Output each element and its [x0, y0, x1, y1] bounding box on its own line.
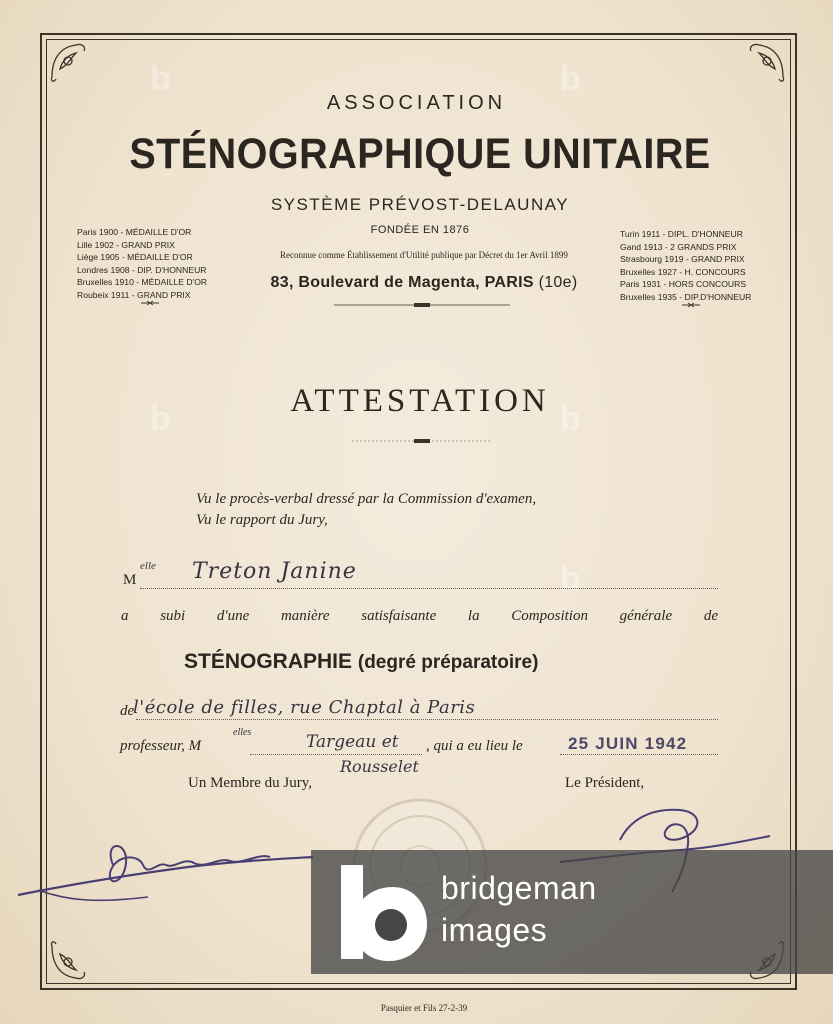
watermark-b-mark: b	[560, 400, 581, 438]
jury-signature-icon	[8, 835, 328, 915]
document-heading: ATTESTATION	[290, 383, 550, 419]
candidate-name: Treton Janine	[192, 559, 357, 584]
professor-dotted-line	[250, 754, 422, 755]
bridgeman-logo-icon	[341, 865, 427, 961]
award-item: Bruxelles 1927 - H. CONCOURS	[620, 266, 746, 277]
school-prefix: de	[120, 703, 135, 719]
president-label: Le Président,	[565, 775, 645, 791]
proces-verbal-line: Vu le procès-verbal dressé par la Commission d'examen,	[196, 491, 537, 507]
subject-name: STÉNOGRAPHIE	[184, 650, 353, 673]
arrondissement-label: (10e)	[538, 274, 578, 291]
award-item: Liège 1905 - MÉDAILLE D'OR	[77, 252, 193, 262]
watermark-brand: bridgeman	[441, 870, 597, 906]
ornament-dash-icon	[682, 302, 700, 308]
award-item: Paris 1900 - MÉDAILLE D'OR	[77, 227, 192, 237]
watermark-b-mark: b	[560, 560, 581, 598]
award-item: Paris 1931 - HORS CONCOURS	[620, 279, 747, 289]
awards-list-left	[77, 226, 207, 301]
system-subtitle: SYSTÈME PRÉVOST-DELAUNAY	[270, 195, 570, 214]
composition-statement: a subi d'une manière satisfaisante la Composition générale de	[121, 608, 718, 624]
professor-superscript: elles	[233, 727, 252, 738]
corner-ornament-icon	[46, 940, 94, 984]
watermark-brand-2: images	[441, 912, 548, 948]
recognition-note: Reconnue comme Établissement d'Utilité publique par Décret du 1er Avril 1899	[280, 250, 568, 260]
association-label: ASSOCIATION	[326, 92, 507, 114]
page-title: STÉNOGRAPHIQUE UNITAIRE	[129, 130, 711, 178]
title-superscript: elle	[140, 560, 156, 572]
date-dotted-line	[560, 754, 718, 755]
award-item: Turin 1911 - DIPL. D'HONNEUR	[620, 229, 743, 239]
bridgeman-watermark	[311, 850, 833, 974]
exam-date-stamp: 25 JUIN 1942	[568, 734, 688, 753]
school-name: l'école de filles, rue Chaptal à Paris	[133, 697, 476, 718]
address-text: 83, Boulevard de Magenta, PARIS	[270, 274, 534, 291]
awards-list-right	[620, 228, 751, 303]
jury-member-label: Un Membre du Jury,	[188, 775, 313, 791]
school-dotted-line	[136, 719, 718, 720]
award-item: Lille 1902 - GRAND PRIX	[77, 239, 175, 250]
printer-note: Pasquier et Fils 27-2-39	[380, 1003, 468, 1013]
award-item: Londres 1908 - DIP. D'HONNEUR	[77, 264, 207, 275]
title-prefix: M	[123, 572, 137, 588]
professor-name: Targeau et	[306, 732, 399, 752]
heading-divider	[352, 438, 492, 444]
professor-prefix: professeur, M	[120, 738, 202, 754]
watermark-b-mark: b	[150, 60, 171, 98]
award-item: Strasbourg 1919 - GRAND PRIX	[620, 254, 745, 264]
award-item: Roubeix 1911 - GRAND PRIX	[77, 289, 191, 300]
corner-ornament-icon	[46, 39, 94, 83]
watermark-b-mark: b	[560, 60, 581, 98]
award-item: Bruxelles 1910 - MÉDAILLE D'OR	[77, 277, 208, 287]
jury-report-line: Vu le rapport du Jury,	[196, 512, 328, 528]
ornament-dash-icon	[141, 300, 159, 306]
subject-line	[184, 650, 538, 674]
exam-date-prefix: , qui a eu lieu le	[426, 738, 523, 754]
award-item: Bruxelles 1935 - DIP.D'HONNEUR	[620, 291, 752, 302]
award-item: Gand 1913 - 2 GRANDS PRIX	[620, 241, 737, 252]
name-dotted-line	[140, 588, 718, 589]
watermark-b-mark: b	[150, 400, 171, 438]
founded-label: FONDÉE EN 1876	[370, 224, 470, 236]
header-divider	[334, 302, 510, 308]
degree-label: (degré préparatoire)	[357, 652, 539, 673]
corner-ornament-icon	[741, 39, 789, 83]
professor-name-2: Rousselet	[340, 757, 419, 776]
